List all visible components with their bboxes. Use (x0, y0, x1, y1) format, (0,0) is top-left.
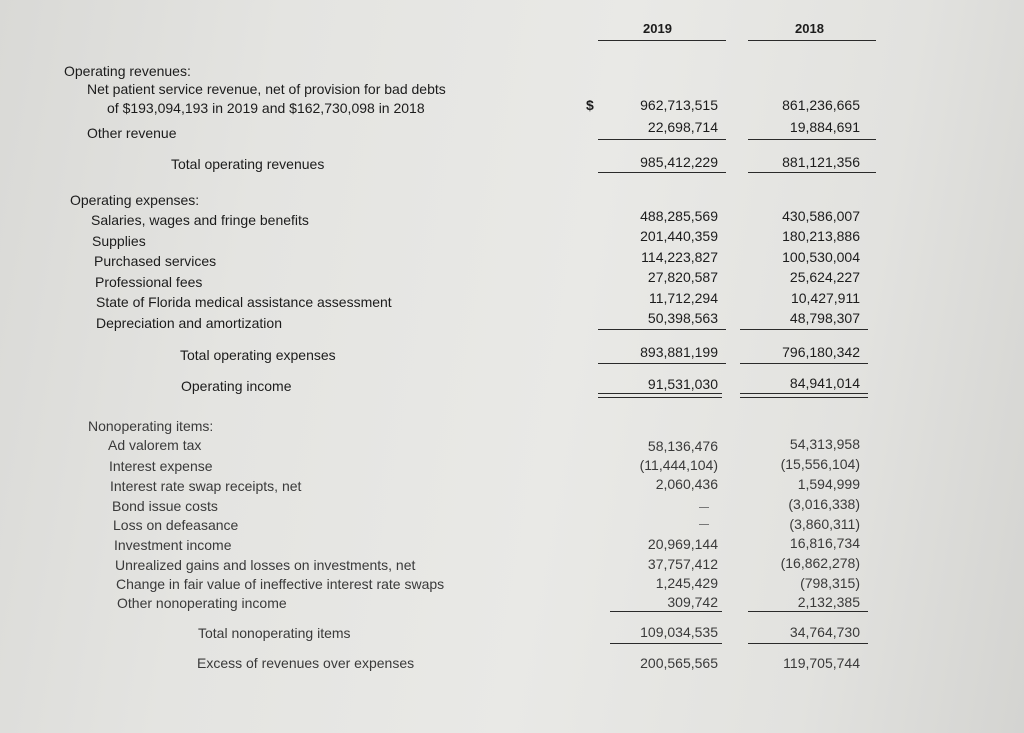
total-rule-expenses-2019 (598, 363, 726, 364)
excess-revenues-2018: 119,705,744 (783, 655, 860, 671)
nil-dash (699, 524, 709, 525)
total-rule-nonoperating-2019 (610, 643, 722, 644)
column-header-2018: 2018 (795, 21, 824, 36)
expense-2018: 48,798,307 (789, 310, 860, 326)
net-patient-revenue-2018: 861,236,665 (782, 97, 860, 113)
double-rule-income-2018 (740, 393, 868, 398)
column-header-2019: 2019 (643, 21, 672, 36)
net-patient-revenue-2019: 962,713,515 (640, 97, 718, 113)
other-revenue-label: Other revenue (87, 125, 177, 141)
nonoperating-label: Unrealized gains and losses on investments, net (115, 557, 416, 573)
nonoperating-2019: 2,060,436 (655, 476, 718, 492)
nonoperating-2019: (11,444,104) (639, 457, 718, 473)
other-revenue-2019: 22,698,714 (647, 119, 718, 135)
nonoperating-2018: (15,556,104) (780, 456, 860, 472)
nonoperating-2019: 309,742 (667, 594, 718, 610)
expense-label: Salaries, wages and fringe benefits (91, 212, 309, 228)
expense-2019: 11,712,294 (648, 290, 718, 306)
expense-2018: 430,586,007 (782, 208, 860, 224)
nonoperating-2018: 54,313,958 (789, 436, 860, 452)
total-rule-revenue-2018 (748, 172, 876, 173)
expense-label: Depreciation and amortization (96, 315, 282, 331)
operating-expenses-heading: Operating expenses: (70, 192, 200, 208)
operating-income-2019: 91,531,030 (647, 376, 718, 392)
nonoperating-label: Ad valorem tax (108, 437, 202, 453)
other-revenue-2018: 19,884,691 (789, 119, 860, 135)
nonoperating-2018: 16,816,734 (789, 535, 860, 551)
expense-2019: 27,820,587 (647, 269, 718, 285)
net-patient-revenue-label: Net patient service revenue, net of provision for bad debts (87, 81, 446, 97)
total-operating-revenues-2019: 985,412,229 (640, 154, 718, 170)
expense-2018: 10,427,911 (790, 290, 860, 306)
expense-2018: 180,213,886 (782, 228, 860, 244)
nonoperating-2018: 1,594,999 (797, 476, 860, 492)
nonoperating-label: Other nonoperating income (117, 595, 287, 611)
total-operating-expenses-2019: 893,881,199 (640, 344, 718, 360)
total-rule-nonoperating-2018 (748, 643, 868, 644)
total-operating-expenses-label: Total operating expenses (180, 347, 336, 363)
expense-label: Supplies (92, 233, 146, 249)
double-rule-income-2019 (598, 393, 722, 398)
dollar-sign: $ (586, 97, 594, 113)
expense-label: Professional fees (95, 274, 203, 290)
expense-2019: 50,398,563 (647, 310, 718, 326)
excess-revenues-label: Excess of revenues over expenses (197, 655, 415, 671)
nonoperating-2019: 20,969,144 (647, 536, 718, 552)
expense-2019: 488,285,569 (640, 208, 718, 224)
total-nonoperating-2019: 109,034,535 (640, 624, 718, 640)
nonoperating-2018: 2,132,385 (797, 594, 860, 610)
header-rule-2018 (748, 40, 876, 41)
nonoperating-label: Bond issue costs (112, 498, 218, 514)
nonoperating-2018: (16,862,278) (780, 555, 860, 571)
total-operating-revenues-label: Total operating revenues (171, 156, 325, 172)
net-patient-revenue-label-cont: of $193,094,193 in 2019 and $162,730,098 in 2018 (107, 100, 425, 116)
nonoperating-label: Investment income (114, 537, 232, 553)
nonoperating-2019: 37,757,412 (647, 556, 718, 572)
expense-label: State of Florida medical assistance assessment (96, 294, 392, 310)
nonoperating-2018: (3,860,311) (789, 516, 860, 532)
total-rule-expenses-2018 (740, 363, 868, 364)
nonoperating-2018: (798,315) (800, 575, 860, 591)
subtotal-rule-expenses-2019 (598, 329, 726, 330)
expense-2018: 100,530,004 (782, 249, 860, 265)
subtotal-rule-nonoperating-2019 (610, 611, 722, 612)
nonoperating-2018: (3,016,338) (788, 496, 860, 512)
total-operating-revenues-2018: 881,121,356 (782, 154, 860, 170)
nil-dash (699, 507, 709, 508)
total-rule-revenue-2019 (598, 172, 726, 173)
operating-income-2018: 84,941,014 (789, 375, 860, 391)
subtotal-rule-expenses-2018 (740, 329, 868, 330)
nonoperating-2019: 1,245,429 (655, 575, 718, 591)
total-operating-expenses-2018: 796,180,342 (782, 344, 860, 360)
operating-revenues-heading: Operating revenues: (64, 63, 191, 79)
subtotal-rule-revenue-2018 (748, 139, 876, 140)
expense-2018: 25,624,227 (789, 269, 860, 285)
expense-2019: 114,223,827 (641, 249, 718, 265)
nonoperating-heading: Nonoperating items: (88, 418, 214, 434)
expense-2019: 201,440,359 (640, 228, 718, 244)
nonoperating-label: Loss on defeasance (113, 517, 239, 533)
excess-revenues-2019: 200,565,565 (640, 655, 718, 671)
nonoperating-2019: 58,136,476 (647, 438, 718, 454)
total-nonoperating-label: Total nonoperating items (198, 625, 351, 641)
nonoperating-label: Interest expense (109, 458, 213, 474)
total-nonoperating-2018: 34,764,730 (789, 624, 860, 640)
subtotal-rule-nonoperating-2018 (748, 611, 868, 612)
nonoperating-label: Interest rate swap receipts, net (110, 478, 302, 494)
nonoperating-label: Change in fair value of ineffective interest rate swaps (116, 576, 445, 592)
expense-label: Purchased services (94, 253, 217, 269)
operating-income-label: Operating income (181, 378, 292, 394)
subtotal-rule-revenue-2019 (598, 139, 726, 140)
header-rule-2019 (598, 40, 726, 41)
